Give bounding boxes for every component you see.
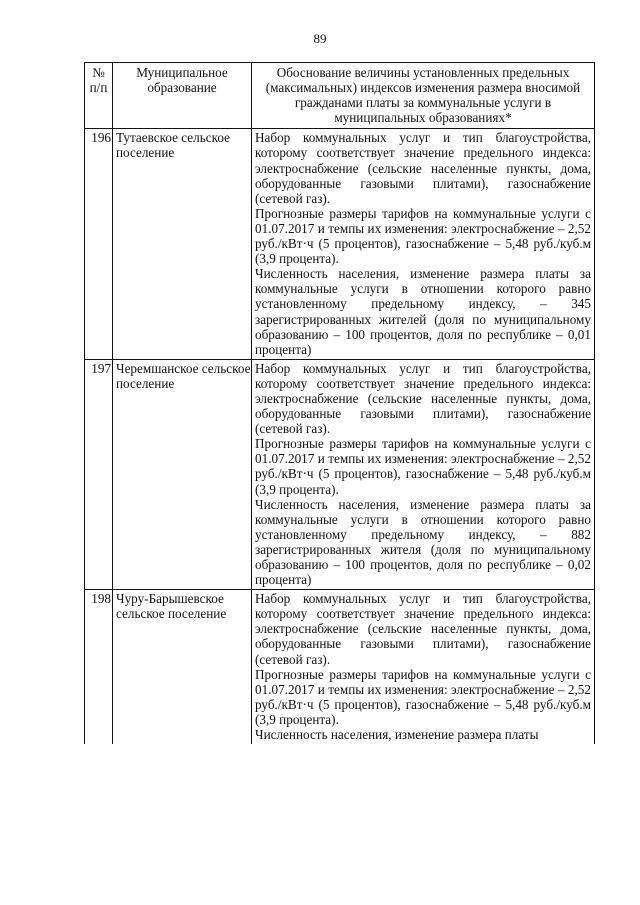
table-row (85, 590, 595, 744)
row-municipality: Черемшанское сельское поселение (113, 359, 252, 589)
justification-paragraph: Численность населения, изменение размера платы за коммунальные услуги в отношении которого равно установленному предельному индексу, – 882 зарегистрированных жителя (доля по муниципальному образованию – 100 процентов, доля по республике – 0,02 процента) (255, 496, 591, 588)
justification-paragraph: Численность населения, изменение размера платы (255, 727, 539, 743)
row-justification (252, 359, 595, 589)
header-municipality: Муниципальное образование (113, 63, 252, 129)
justification-paragraph: Прогнозные размеры тарифов на коммунальные услуги с 01.07.2017 и темпы их изменения: электроснабжение – 2,52 руб./кВт·ч (5 процентов), газоснабжение – 5,48 руб./куб.м (3,9 процента). (255, 666, 591, 727)
header-number: № п/п (85, 63, 113, 129)
row-justification (252, 590, 595, 744)
header-justification: Обоснование величины установленных предельных (максимальных) индексов изменения размера вносимой гражданами платы за коммунальные услуги в муниципальных образованиях* (252, 63, 595, 129)
page-number: 89 (313, 31, 327, 46)
table-row (85, 359, 595, 589)
row-number: 197 (85, 359, 113, 589)
row-municipality: Чуру-Барышевское сельское поселение (113, 590, 252, 744)
justification-paragraph: Набор коммунальных услуг и тип благоустройства, которому соответствует значение предельного индекса: электроснабжение (сельские населенные пункты, дома, оборудованные газовыми плитами), газоснабжение (сетевой газ). (255, 130, 591, 206)
table-row (85, 129, 595, 359)
justification-paragraph: Численность населения, изменение размера платы за коммунальные услуги в отношении которого равно установленному предельному индексу, – 345 зарегистрированных жителей (доля по муниципальному образованию – 100 процентов, доля по республике – 0,01 процента) (255, 266, 591, 357)
row-justification (252, 129, 595, 359)
justification-paragraph: Набор коммунальных услуг и тип благоустройства, которому соответствует значение предельного индекса: электроснабжение (сельские населенные пункты, дома, оборудованные газовыми плитами), газоснабжение (сетевой газ). (255, 591, 591, 667)
row-municipality: Тутаевское сельское поселение (113, 129, 252, 359)
justification-paragraph: Набор коммунальных услуг и тип благоустройства, которому соответствует значение предельного индекса: электроснабжение (сельские населенные пункты, дома, оборудованные газовыми плитами), газоснабжение (сетевой газ). (255, 360, 591, 437)
justification-paragraph: Прогнозные размеры тарифов на коммунальные услуги с 01.07.2017 и темпы их изменения: электроснабжение – 2,52 руб./кВт·ч (5 процентов), газоснабжение – 5,48 руб./куб.м (3,9 процента). (255, 436, 591, 497)
table-header-row (85, 63, 595, 129)
row-number: 198 (85, 590, 113, 744)
justification-paragraph: Прогнозные размеры тарифов на коммунальные услуги с 01.07.2017 и темпы их изменения: электроснабжение – 2,52 руб./кВт·ч (5 процентов), газоснабжение – 5,48 руб./куб.м (3,9 процента). (255, 205, 591, 267)
row-number: 196 (85, 129, 113, 359)
tariff-table (84, 62, 595, 744)
